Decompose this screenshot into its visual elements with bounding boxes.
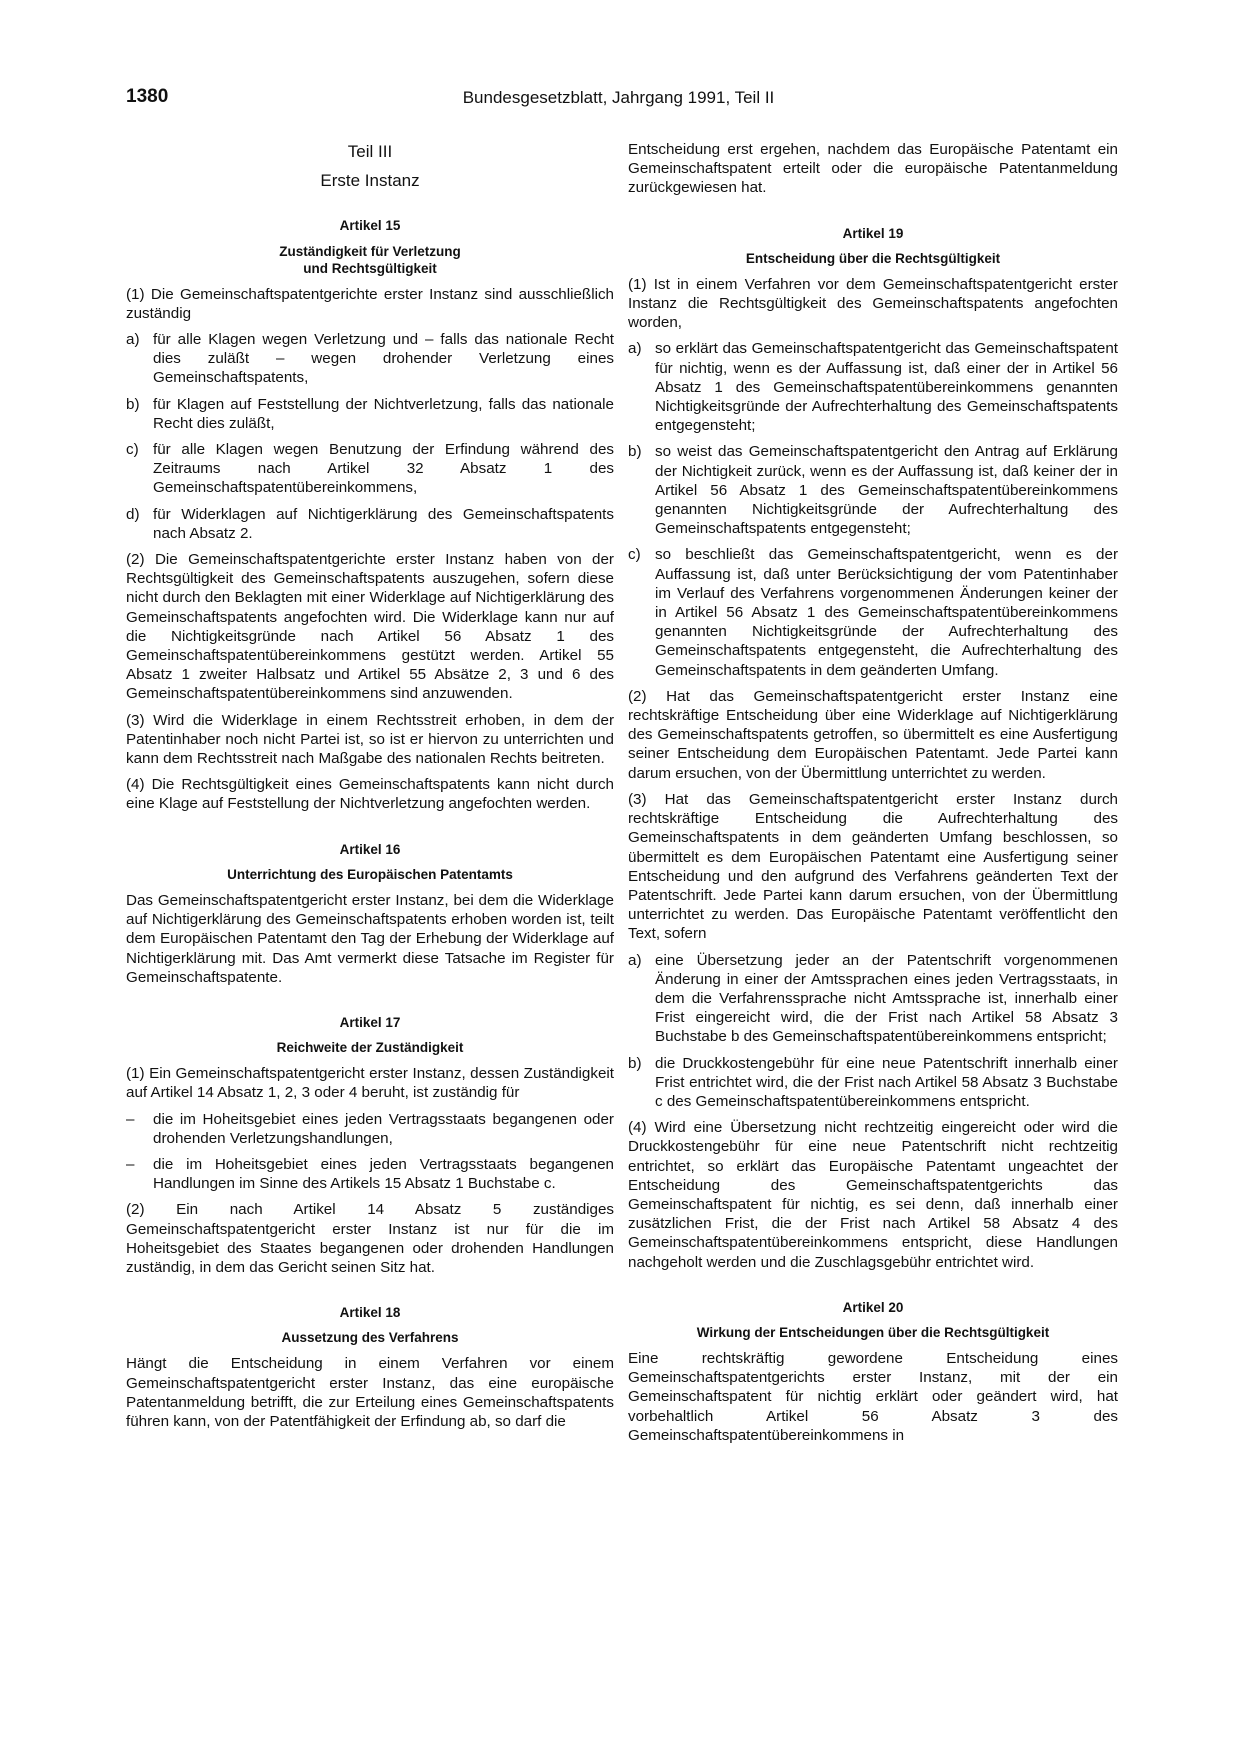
article-20-heading: Artikel 20: [842, 1299, 904, 1315]
continuation-paragraph: Entscheidung erst ergehen, nachdem das Europäische Patentamt ein Gemeinschaftspatent erteilt oder die europäische Patentanmeldung zurückgewiesen hat.: [628, 141, 1118, 197]
list-item-text: so erklärt das Gemeinschaftspatentgericht das Gemeinschaftspatent für nichtig, wenn es der Auffassung ist, daß einer der in Artikel 56 Absatz 1 des Gemeinschaftspatentübereinkommens genannten Nichtigkeitsgründe der Aufrechterhaltung des Gemeinschaftspatents entgegensteht;: [655, 340, 1118, 435]
list-item-label: –: [126, 1110, 135, 1128]
article-19-paragraph-4: (4) Wird eine Übersetzung nicht rechtzeitig eingereicht oder wird die Druckkostengebühr für eine neue Patentschrift nicht rechtzeitig entrichtet, so erklärt das Europäische Patentamt ungeachtet der Entscheidung des Gemeinschaftspatentgerichts das Gemeinschaftspatent für nichtig, es sei denn, daß innerhalb einer zusätzlichen Frist, die der Frist nach Artikel 58 Absatz 4 des Gemeinschaftspatentübereinkommens entspricht, diese Handlungen nachgeholt werden und die Zuschlagsgebühr entrichtet wird.: [628, 1119, 1118, 1271]
part-title: Erste Instanz: [320, 171, 420, 191]
list-item-text: für Widerklagen auf Nichtigerklärung des Gemeinschaftspatents nach Absatz 2.: [153, 505, 614, 542]
list-item: [126, 1110, 614, 1148]
article-15-paragraph-1: (1) Die Gemeinschaftspatentgerichte erster Instanz sind ausschließlich zuständig: [126, 285, 614, 322]
article-17-title: Reichweite der Zuständigkeit: [276, 1040, 464, 1056]
article-18-heading: Artikel 18: [339, 1305, 401, 1321]
list-item-text: eine Übersetzung jeder an der Patentschrift vorgenommenen Änderung in einer der Amtssprachen eines jeden Vertragsstaats, in dem die Verfahrenssprache nicht Amtssprache ist, innerhalb einer Frist eingereicht wird, die der Frist nach Artikel 58 Absatz 3 Buchstabe b des Gemeinschaftspatentübereinkommens entspricht;: [655, 951, 1118, 1046]
article-16-heading: Artikel 16: [339, 841, 401, 857]
list-item: [126, 395, 614, 433]
article-19-paragraph-1: (1) Ist in einem Verfahren vor dem Gemeinschaftspatentgericht erster Instanz die Rechtsgültigkeit des Gemeinschaftspatents angefochten worden,: [628, 275, 1118, 332]
list-item-label: b): [628, 1054, 642, 1072]
article-15-paragraph-4: (4) Die Rechtsgültigkeit eines Gemeinschaftspatents kann nicht durch eine Klage auf Feststellung der Nichtverletzung angefochten werden.: [126, 776, 614, 813]
list-item-label: d): [126, 505, 140, 523]
part-heading: Teil III: [347, 142, 393, 161]
list-item-label: c): [126, 441, 139, 459]
list-item-label: a): [126, 331, 140, 349]
article-15-heading: Artikel 15: [339, 218, 401, 234]
article-16-title: Unterrichtung des Europäischen Patentamts: [227, 866, 513, 882]
list-item-text: für alle Klagen wegen Verletzung und – falls das nationale Recht dies zuläßt – wegen drohender Verletzung eines Gemeinschaftspatents,: [153, 331, 614, 387]
list-item: [126, 505, 614, 543]
article-19-paragraph-2: (2) Hat das Gemeinschaftspatentgericht erster Instanz eine rechtskräftige Entscheidung über eine Widerklage auf Nichtigerklärung des Gemeinschaftspatents getroffen, so übermittelt es eine Ausfertigung seiner Entscheidung dem Europäischen Patentamt. Jede Partei kann darum ersuchen, von der Übermittlung unterrichtet zu werden.: [628, 687, 1118, 782]
list-item-label: b): [126, 395, 140, 413]
list-item-text: so weist das Gemeinschaftspatentgericht den Antrag auf Erklärung der Nichtigkeit zurück, wenn es der Auffassung ist, daß keiner der in Artikel 56 Absatz 1 des Gemeinschaftspatentübereinkommens genannten Nichtigkeitsgründe der Aufrechterhaltung des Gemeinschaftspatents entgegensteht;: [655, 443, 1118, 538]
list-item: [126, 330, 614, 388]
list-item-label: a): [628, 951, 642, 969]
article-18-title: Aussetzung des Verfahrens: [281, 1330, 459, 1346]
list-item: [628, 339, 1118, 435]
article-15-title-line-1: Zuständigkeit für Verletzung: [279, 243, 461, 259]
left-column: [126, 140, 614, 1438]
article-19-title: Entscheidung über die Rechtsgültigkeit: [745, 250, 1001, 266]
list-item-text: die Druckkostengebühr für eine neue Patentschrift innerhalb einer Frist entrichtet wird, die der Frist nach Artikel 58 Absatz 3 Buchstabe c des Gemeinschaftspatentübereinkommens entspricht.: [655, 1054, 1118, 1110]
list-item-text: für alle Klagen wegen Benutzung der Erfindung während des Zeitraums nach Artikel 32 Absatz 1 des Gemeinschaftspatentübereinkommens,: [153, 441, 614, 497]
list-item-text: für Klagen auf Feststellung der Nichtverletzung, falls das nationale Recht dies zuläßt,: [153, 395, 614, 432]
list-item: [628, 951, 1118, 1047]
article-17-heading: Artikel 17: [339, 1014, 401, 1030]
article-20-paragraph-1: Eine rechtskräftig gewordene Entscheidung eines Gemeinschaftspatentgerichts erster Instanz, mit der ein Gemeinschaftspatent für nichtig erklärt oder geändert wird, hat vorbehaltlich Artikel 56 Absatz 3 des Gemeinschaftspatentübereinkommens in: [628, 1349, 1118, 1444]
list-item-text: die im Hoheitsgebiet eines jeden Vertragsstaats begangenen Handlungen im Sinne des Artikels 15 Absatz 1 Buchstabe c.: [153, 1155, 614, 1193]
article-20-title: Wirkung der Entscheidungen über die Rechtsgültigkeit: [696, 1324, 1050, 1340]
list-item-label: c): [628, 546, 641, 564]
list-item: [628, 545, 1118, 679]
article-18-paragraph-1: Hängt die Entscheidung in einem Verfahren vor einem Gemeinschaftspatentgericht erster Instanz, das eine europäische Patentanmeldung betrifft, die zur Erteilung eines Gemeinschaftspatents führen kann, von der Patentfähigkeit der Erfindung ab, so darf die: [126, 1355, 614, 1430]
list-item-label: a): [628, 340, 642, 358]
article-19-paragraph-3: (3) Hat das Gemeinschaftspatentgericht erster Instanz durch rechtskräftige Entscheidung die Aufrechterhaltung des Gemeinschaftspatents in dem geänderten Umfang beschlossen, so übermittelt es dem Europäischen Patentamt eine Ausfertigung seiner Entscheidung und den aufgrund des Verfahrens geänderten Text der Patentschrift. Jede Partei kann darum ersuchen, von der Übermittlung unterrichtet zu werden. Das Europäische Patentamt veröffentlicht den Text, sofern: [628, 790, 1118, 943]
article-15-title: [126, 243, 614, 277]
article-17-paragraph-2: (2) Ein nach Artikel 14 Absatz 5 zuständiges Gemeinschaftspatentgericht erster Instanz ist nur für die im Hoheitsgebiet des Staates begangenen oder drohenden Handlungen zuständig, in dem das Gericht seinen Sitz hat.: [126, 1201, 614, 1276]
article-15-paragraph-2: (2) Die Gemeinschaftspatentgerichte erster Instanz haben von der Rechtsgültigkeit des Gemeinschaftspatents auszugehen, sofern diese nicht durch den Beklagten mit einer Widerklage auf Nichtigerklärung des Gemeinschaftspatents angefochten wird. Die Widerklage kann nur auf die Nichtigkeitsgründe nach Artikel 56 Absatz 1 des Gemeinschaftspatentübereinkommens gestützt werden. Artikel 55 Absatz 1 zweiter Halbsatz und Artikel 55 Absätze 2, 3 und 6 des Gemeinschaftspatentübereinkommens sind anzuwenden.: [126, 551, 614, 703]
list-item: [126, 440, 614, 498]
article-15-paragraph-3: (3) Wird die Widerklage in einem Rechtsstreit erhoben, in dem der Patentinhaber noch nicht Partei ist, so ist er hiervon zu unterrichten und kann dem Rechtsstreit nach Maßgabe des nationalen Rechts beitreten.: [126, 711, 614, 768]
running-header: Bundesgesetzblatt, Jahrgang 1991, Teil II: [462, 88, 775, 107]
list-item-label: b): [628, 443, 642, 461]
right-column: [628, 140, 1118, 1452]
article-15-title-line-2: und Rechtsgültigkeit: [303, 260, 437, 276]
list-item: [628, 442, 1118, 538]
article-17-paragraph-1: (1) Ein Gemeinschaftspatentgericht erster Instanz, dessen Zuständigkeit auf Artikel 14 Absatz 1, 2, 3 oder 4 beruht, ist zuständig für: [126, 1065, 614, 1102]
list-item-text: die im Hoheitsgebiet eines jeden Vertragsstaats begangenen oder drohenden Verletzungshandlungen,: [153, 1110, 614, 1147]
page-number: 1380: [126, 86, 169, 107]
list-item-text: so beschließt das Gemeinschaftspatentgericht, wenn es der Auffassung ist, daß unter Berücksichtigung der vom Patentinhaber im Verlauf des Verfahrens vorgenommenen Änderungen keiner der in Artikel 56 Absatz 1 des Gemeinschaftspatentübereinkommens genannten Nichtigkeitsgründe der Aufrechterhaltung des Gemeinschaftspatents entgegensteht, die Aufrechterhaltung des Gemeinschaftspatents in dem geänderten Umfang.: [655, 546, 1118, 679]
article-19-heading: Artikel 19: [842, 225, 904, 241]
article-16-paragraph-1: Das Gemeinschaftspatentgericht erster Instanz, bei dem die Widerklage auf Nichtigerklärung des Gemeinschaftspatents erhoben worden ist, teilt dem Europäischen Patentamt den Tag der Erhebung der Widerklage auf Nichtigerklärung mit. Das Amt vermerkt diese Tatsache im Register für Gemeinschaftspatente.: [126, 891, 614, 986]
list-item-label: –: [126, 1155, 135, 1173]
list-item: [628, 1054, 1118, 1112]
list-item: [126, 1155, 614, 1193]
